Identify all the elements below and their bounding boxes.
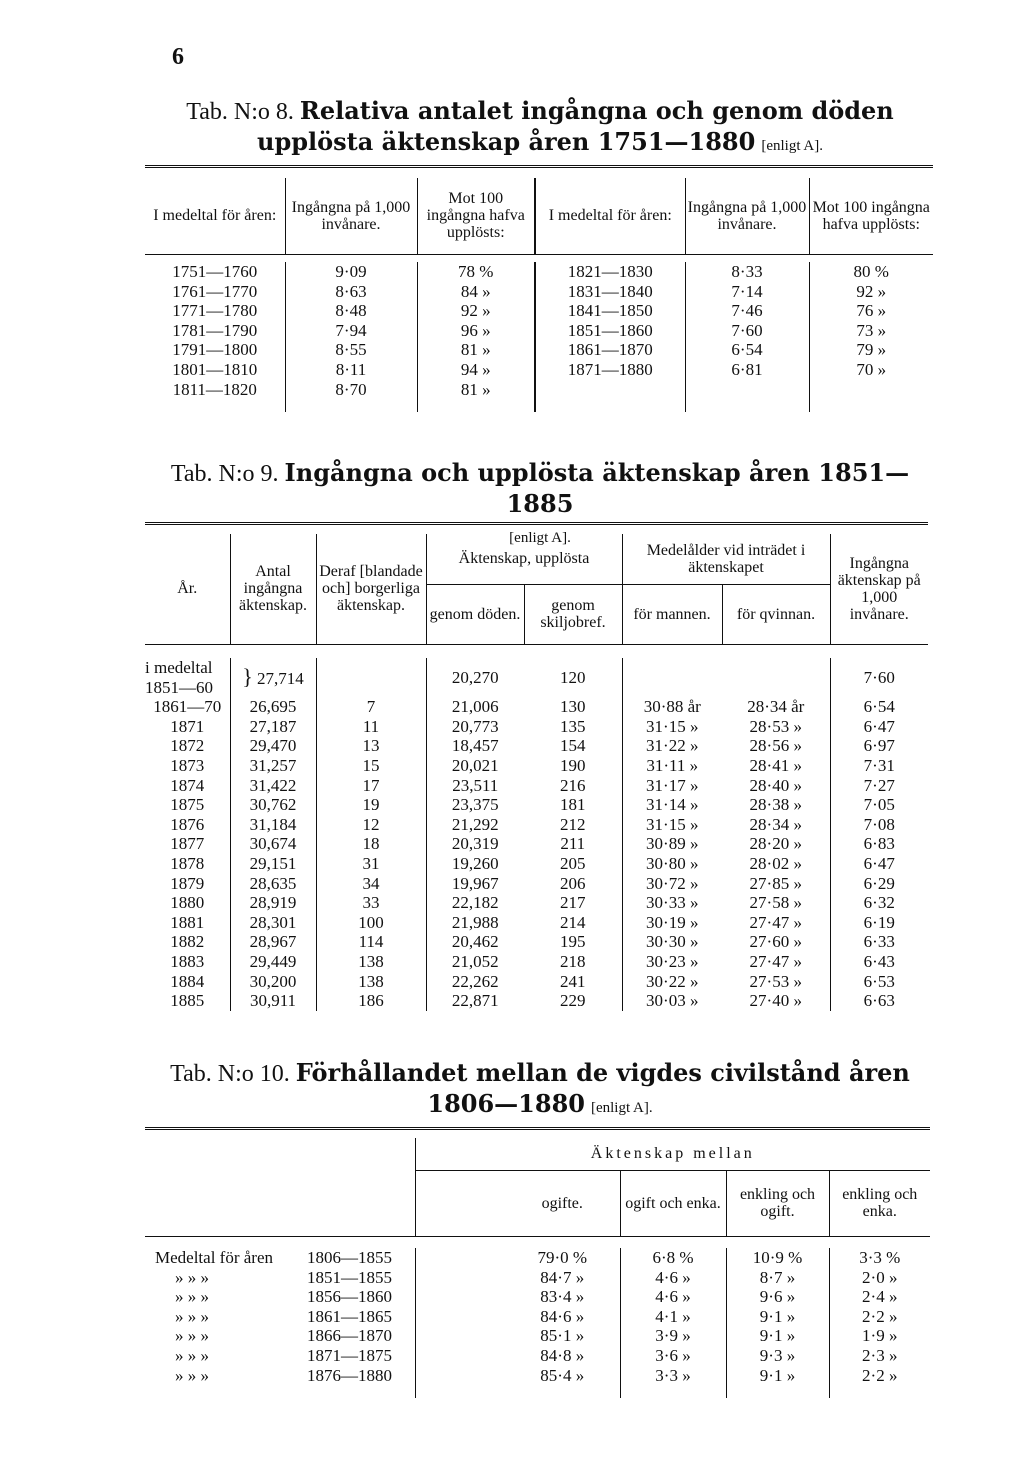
tab8-right-married	[685, 262, 809, 412]
tab9-rate-cell: 6·33	[863, 932, 895, 952]
tab9-divorce-cell: 211	[560, 834, 586, 854]
tab9-rate-cell: 6·54	[863, 697, 895, 717]
tab9-death-cell: 20,773	[451, 716, 499, 736]
tab9-year-cell: 1872	[170, 736, 205, 756]
tab9-table	[145, 534, 928, 1011]
tab9-married-cell: 28,919	[249, 893, 297, 913]
tab9-year-cell: 1880	[170, 893, 205, 913]
tab10-widower-widow-cell: 1·9 »	[862, 1326, 898, 1346]
tab10-widower-unmarried-cell: 9·6 »	[759, 1287, 796, 1307]
tab10-row-label	[155, 1268, 415, 1288]
tab9-divorce-cell: 214	[560, 912, 586, 932]
tab9-year-cell: 1861—70	[153, 697, 222, 717]
tab8-right-periods	[535, 262, 685, 412]
tab8-right-dissolved	[809, 262, 933, 412]
tab9-death-cell: 19,260	[451, 853, 499, 873]
tab9-col-year	[145, 697, 230, 1011]
tab9-header-civil: Deraf [blandade och] borgerliga äktenskap.	[316, 534, 426, 644]
tab9-body	[145, 697, 928, 1011]
tab8-title	[150, 96, 930, 161]
tab8-title-line2: upplösta äktenskap åren 1751—1880	[257, 127, 756, 156]
tab10-widower-unmarried-cell: 9·3 »	[759, 1345, 796, 1365]
tab8-period-cell: 1751—1760	[172, 262, 258, 281]
tab10-table	[145, 1138, 930, 1398]
tab9-avg-label	[145, 658, 230, 697]
tab10-row-prefix: » » »	[175, 1345, 209, 1365]
tab9-death-cell: 23,375	[451, 795, 499, 815]
tab8-married-cell: 6·54	[731, 340, 763, 360]
tab8-header-period: I medeltal för åren:	[153, 207, 277, 225]
tab9-men-cell: 30·88 år	[643, 697, 701, 717]
tab10-widower-unmarried-cell: 9·1 »	[759, 1306, 796, 1326]
tab10-unmarried-widow-cell: 3·9 »	[655, 1326, 691, 1346]
tab10-header-widower-widow: enkling och enka.	[829, 1170, 930, 1236]
tab10-row-prefix: » » »	[175, 1267, 209, 1287]
tab8-dissolved-cell: 81 »	[460, 340, 491, 360]
tab9-divorce-cell: 206	[560, 873, 586, 893]
page-number: 6	[172, 44, 184, 70]
tab9-avg-row	[145, 658, 928, 697]
tab8-period-cell: 1771—1780	[172, 301, 258, 321]
tab8-married-cell: 7·46	[731, 301, 763, 321]
tab9-death-cell: 22,871	[451, 991, 499, 1011]
tab10-row-period: 1806—1855	[307, 1248, 392, 1267]
tab10-header-unmarried: ogifte.	[541, 1194, 583, 1212]
tab9-rate-cell: 7·05	[863, 795, 895, 815]
tab9-death-cell: 19,967	[451, 873, 499, 893]
tab8-dissolved-cell: 96 »	[460, 320, 491, 340]
tab9-civil-cell: 15	[362, 755, 380, 775]
tab9-death-cell: 21,988	[451, 912, 499, 932]
tab8-header-dissolved: Mot 100 ingångna hafva upplösts:	[417, 178, 535, 254]
tab10-col-widower-widow	[829, 1248, 930, 1398]
tab9-top-rule	[145, 522, 928, 525]
tab9-rate-cell: 6·29	[863, 873, 895, 893]
tab10-row-period: 1851—1855	[307, 1267, 392, 1287]
tab10-title	[150, 1058, 930, 1123]
tab9-year-cell: 1881	[170, 912, 205, 932]
tab8-table	[145, 178, 933, 412]
tab9-civil-cell: 7	[366, 697, 376, 717]
tab9-col-rate	[830, 697, 928, 1011]
tab9-avg-civil	[316, 658, 426, 697]
tab9-women-cell: 27·53 »	[749, 971, 802, 991]
tab9-divorce-cell: 229	[560, 991, 586, 1011]
tab9-men-cell: 30·03 »	[646, 991, 699, 1011]
tab10-header-row-1	[145, 1138, 930, 1170]
tab10-widower-widow-cell: 2·2 »	[862, 1365, 898, 1385]
tab10-col-widower-unmarried	[726, 1248, 829, 1398]
tab10-widower-widow-cell: 2·3 »	[862, 1345, 898, 1365]
tab9-rate-cell: 7·27	[863, 775, 895, 795]
tab10-widower-widow-cell: 3·3 %	[859, 1248, 901, 1267]
tab10-note: [enligt A].	[590, 1100, 653, 1116]
tab8-dissolved-cell: 70 »	[856, 359, 887, 379]
tab9-civil-cell: 17	[362, 775, 380, 795]
tab9-rate-cell: 6·83	[863, 834, 895, 854]
tab9-divorce-cell: 154	[560, 736, 586, 756]
tab9-avg-label-2: 1851—60	[145, 677, 213, 697]
tab9-divorce-cell: 135	[560, 716, 586, 736]
tab9-avg-women	[722, 658, 830, 697]
tab10-row-period: 1866—1870	[307, 1326, 392, 1346]
tab9-col-death	[426, 697, 524, 1011]
tab9-men-cell: 30·72 »	[646, 873, 699, 893]
tab10-row-label	[155, 1248, 415, 1268]
tab8-dissolved-cell: 81 »	[460, 379, 491, 399]
tab8-dissolved-cell: 92 »	[460, 301, 491, 321]
tab8-married-cell: 8·11	[335, 359, 367, 379]
tab8-married-cell: 8·70	[335, 379, 367, 399]
tab9-avg-married: } 27,714	[242, 663, 304, 689]
tab9-col-women	[722, 697, 830, 1011]
tab9-civil-cell: 138	[358, 951, 384, 971]
tab10-row-period: 1856—1860	[307, 1287, 392, 1307]
tab9-married-cell: 29,470	[249, 736, 297, 756]
tab10-unmarried-cell: 84·6 »	[540, 1306, 585, 1326]
tab10-col-label	[145, 1248, 415, 1398]
tab9-civil-cell: 11	[362, 716, 380, 736]
tab9-year-cell: 1883	[170, 951, 205, 971]
tab8-dissolved-cell: 92 »	[856, 281, 887, 301]
tab8-period-cell: 1831—1840	[567, 281, 653, 301]
tab9-death-cell: 22,262	[451, 971, 499, 991]
tab9-avg-rate: 7·60	[830, 658, 928, 697]
tab9-civil-cell: 100	[358, 912, 384, 932]
tab9-women-cell: 27·58 »	[749, 893, 802, 913]
tab9-rate-cell: 6·32	[863, 893, 895, 913]
tab9-rate-cell: 6·63	[863, 991, 895, 1011]
tab9-women-cell: 27·85 »	[749, 873, 802, 893]
tab8-period-cell: 1841—1850	[567, 301, 653, 321]
tab9-note: [enligt A].	[509, 530, 571, 546]
tab9-women-cell: 28·56 »	[749, 736, 802, 756]
tab9-men-cell: 31·14 »	[646, 795, 699, 815]
tab9-married-cell: 29,151	[249, 853, 297, 873]
tab10-header-unmarried-widow: ogift och enka.	[620, 1170, 726, 1236]
tab9-year-cell: 1882	[170, 932, 205, 952]
tab9-women-cell: 28·38 »	[749, 795, 802, 815]
tab10-row-period: 1861—1865	[307, 1306, 392, 1326]
tab8-married-cell: 8·63	[335, 281, 367, 301]
tab10-row-label	[155, 1346, 415, 1366]
tab10-unmarried-cell: 85·4 »	[540, 1365, 585, 1385]
tab9-death-cell: 22,182	[451, 893, 499, 913]
tab8-married-cell: 6·81	[731, 359, 763, 379]
tab9-death-cell: 20,021	[451, 755, 499, 775]
tab8-header-married-2: Ingångna på 1,000 invånare.	[685, 178, 809, 254]
tab9-year-cell: 1878	[170, 853, 205, 873]
tab9-year-cell: 1877	[170, 834, 205, 854]
tab8-married-cell: 9·09	[335, 262, 367, 281]
tab10-unmarried-cell: 85·1 »	[540, 1326, 585, 1346]
tab9-rate-cell: 6·43	[863, 951, 895, 971]
tab9-women-cell: 28·20 »	[749, 834, 802, 854]
tab8-header-row	[145, 178, 933, 254]
tab9-year-cell: 1875	[170, 795, 205, 815]
tab9-women-cell: 28·53 »	[749, 716, 802, 736]
tab8-title-line1: Relativa antalet ingångna och genom döden	[299, 96, 894, 125]
tab10-row-prefix: » » »	[175, 1365, 209, 1385]
tab8-married-cell: 8·33	[731, 262, 763, 281]
tab10-widower-unmarried-cell: 10·9 %	[752, 1248, 803, 1267]
tab10-unmarried-widow-cell: 6·8 %	[652, 1248, 694, 1267]
tab9-civil-cell: 33	[362, 893, 380, 913]
tab8-dissolved-cell: 78 %	[458, 262, 494, 281]
tab9-men-cell: 30·23 »	[646, 951, 699, 971]
tab8-dissolved-cell: 94 »	[460, 359, 491, 379]
tab8-period-cell: 1871—1880	[567, 359, 653, 379]
tab10-row-prefix: » » »	[175, 1306, 209, 1326]
tab9-death-cell: 21,292	[451, 814, 499, 834]
tab9-women-cell: 27·60 »	[749, 932, 802, 952]
tab8-dissolved-cell: 80 %	[853, 262, 889, 281]
tab8-header-dissolved-2: Mot 100 ingångna hafva upplösts:	[809, 178, 933, 254]
tab9-men-cell: 31·11 »	[646, 755, 699, 775]
tab8-period-cell: 1821—1830	[567, 262, 653, 281]
tab9-col-married	[230, 697, 316, 1011]
tab9-women-cell: 28·34 år	[747, 697, 805, 717]
tab10-row-prefix: » » »	[175, 1287, 209, 1307]
tab9-married-cell: 31,184	[249, 814, 297, 834]
tab10-top-rule	[145, 1127, 930, 1130]
tab9-women-cell: 28·40 »	[749, 775, 802, 795]
tab8-top-rule	[145, 165, 933, 168]
tab9-year-cell: 1876	[170, 814, 205, 834]
tab9-men-cell: 31·22 »	[646, 736, 699, 756]
tab9-men-cell: 30·33 »	[646, 893, 699, 913]
tab8-period-cell: 1851—1860	[567, 320, 653, 340]
tab9-civil-cell: 13	[362, 736, 380, 756]
tab9-civil-cell: 31	[362, 853, 380, 873]
tab9-divorce-cell: 241	[560, 971, 586, 991]
tab9-men-cell: 30·30 »	[646, 932, 699, 952]
tab9-married-cell: 27,187	[249, 716, 297, 736]
tab10-unmarried-widow-cell: 3·3 »	[655, 1365, 691, 1385]
tab9-men-cell: 30·80 »	[646, 853, 699, 873]
tab10-unmarried-cell: 83·4 »	[540, 1287, 585, 1307]
tab8-period-cell: 1791—1800	[172, 340, 258, 360]
tab8-dissolved-cell: 73 »	[856, 320, 887, 340]
tab8-body	[145, 262, 933, 412]
tab9-married-cell: 31,257	[249, 755, 297, 775]
tab9-women-cell: 27·47 »	[749, 912, 802, 932]
tab8-note: [enligt A].	[761, 138, 823, 154]
tab10-unmarried-widow-cell: 4·1 »	[655, 1306, 691, 1326]
tab9-avg-death: 20,270	[426, 658, 524, 697]
tab9-rate-cell: 6·47	[863, 853, 895, 873]
tab9-year-cell: 1873	[170, 755, 205, 775]
tab9-married-cell: 30,200	[249, 971, 297, 991]
tab9-year-cell: 1885	[170, 991, 205, 1011]
tab10-unmarried-cell: 79·0 %	[537, 1248, 588, 1267]
tab9-men-cell: 30·89 »	[646, 834, 699, 854]
tab8-married-cell: 7·14	[731, 281, 763, 301]
tab10-row-period: 1876—1880	[307, 1365, 392, 1385]
tab9-women-cell: 28·41 »	[749, 755, 802, 775]
tab9-men-cell: 30·22 »	[646, 971, 699, 991]
tab8-dissolved-cell: 79 »	[856, 340, 887, 360]
tab9-year-cell: 1871	[170, 716, 205, 736]
tab9-married-cell: 28,635	[249, 873, 297, 893]
tab8-period-cell: 1811—1820	[172, 379, 257, 399]
tab10-row-prefix: » » »	[175, 1326, 209, 1346]
tab9-avg-men	[622, 658, 722, 697]
tab9-header-age: Medelålder vid inträdet i äktenskapet	[622, 534, 830, 584]
tab9-divorce-cell: 217	[560, 893, 586, 913]
tab10-row-label	[155, 1307, 415, 1327]
tab10-widower-widow-cell: 2·2 »	[862, 1306, 898, 1326]
tab9-header-dissolved: Äktenskap, upplösta	[426, 534, 622, 584]
tab9-rate-cell: 7·31	[863, 755, 895, 775]
tab10-unmarried-cell: 84·7 »	[540, 1267, 585, 1287]
tab9-rate-cell: 6·47	[863, 716, 895, 736]
tab9-married-cell: 29,449	[249, 951, 297, 971]
tab10-row-label	[155, 1366, 415, 1386]
tab8-period-cell: 1761—1770	[172, 281, 258, 301]
tab10-title-line1: Förhållandet mellan de vigdes civilstånd åren	[295, 1058, 910, 1087]
tab9-married-cell: 28,301	[249, 912, 297, 932]
tab8-married-cell: 8·55	[335, 340, 367, 360]
tab8-left-periods	[145, 262, 285, 412]
tab9-death-cell: 23,511	[452, 775, 499, 795]
tab9-divorce-cell: 195	[560, 932, 586, 952]
tab9-men-cell: 31·15 »	[646, 814, 699, 834]
tab10-widower-widow-cell: 2·0 »	[862, 1267, 898, 1287]
tab9-married-cell: 30,674	[249, 834, 297, 854]
tab8-period-cell: 1801—1810	[172, 359, 258, 379]
tab9-civil-cell: 114	[358, 932, 384, 952]
tab10-row-period: 1871—1875	[307, 1345, 392, 1365]
tab8-married-cell: 7·94	[335, 320, 367, 340]
tab9-death-cell: 20,462	[451, 932, 499, 952]
tab9-header-by-divorce: genom skiljobref.	[524, 584, 622, 644]
tab9-divorce-cell: 190	[560, 755, 586, 775]
tab9-col-civil	[316, 697, 426, 1011]
tab9-death-cell: 20,319	[451, 834, 499, 854]
tab10-row-prefix: Medeltal för åren	[155, 1248, 273, 1267]
tab9-divorce-cell: 181	[560, 795, 586, 815]
tab9-death-cell: 18,457	[451, 736, 499, 756]
tab8-dissolved-cell: 76 »	[856, 301, 887, 321]
tab9-death-cell: 21,006	[451, 697, 499, 717]
tab8-left-married	[285, 262, 417, 412]
tab8-period-cell: 1781—1790	[172, 320, 258, 340]
tab10-widower-unmarried-cell: 8·7 »	[759, 1267, 796, 1287]
tab9-col-men	[622, 697, 722, 1011]
tab8-period-cell: 1861—1870	[567, 340, 653, 360]
tab9-men-cell: 31·17 »	[646, 775, 699, 795]
tab9-civil-cell: 18	[362, 834, 380, 854]
tab9-divorce-cell: 218	[560, 951, 586, 971]
tab9-women-cell: 27·40 »	[749, 991, 802, 1011]
tab9-women-cell: 27·47 »	[749, 951, 802, 971]
tab9-women-cell: 28·34 »	[749, 814, 802, 834]
tab9-men-cell: 30·19 »	[646, 912, 699, 932]
tab8-dissolved-cell: 84 »	[460, 281, 491, 301]
tab10-header-widower-unmarried: enkling och ogift.	[726, 1170, 829, 1236]
tab9-married-cell: 26,695	[249, 697, 297, 717]
tab9-married-cell: 28,967	[249, 932, 297, 952]
tab9-divorce-cell: 212	[560, 814, 586, 834]
tab9-year-cell: 1874	[170, 775, 205, 795]
tab10-header-group: Äktenskap mellan	[415, 1138, 930, 1170]
tab9-women-cell: 28·02 »	[749, 853, 802, 873]
tab9-header-row-1	[145, 534, 928, 584]
tab9-married-cell: 30,911	[249, 991, 297, 1011]
tab9-death-cell: 21,052	[451, 951, 499, 971]
tab9-divorce-cell: 216	[560, 775, 586, 795]
tab9-avg-label-1: i medeltal	[145, 658, 213, 677]
tab9-header-age-women: för qvinnan.	[722, 584, 830, 644]
tab9-married-cell: 31,422	[249, 775, 297, 795]
tab9-civil-cell: 138	[358, 971, 384, 991]
tab9-year-cell: 1879	[170, 873, 205, 893]
tab10-widower-unmarried-cell: 9·1 »	[759, 1326, 796, 1346]
tab9-civil-cell: 186	[358, 991, 384, 1011]
tab9-men-cell: 31·15 »	[646, 716, 699, 736]
tab9-divorce-cell: 130	[560, 697, 586, 717]
tab8-left-dissolved	[417, 262, 535, 412]
tab9-civil-cell: 34	[362, 873, 380, 893]
tab10-label: Tab. N:o 10.	[170, 1061, 290, 1087]
tab9-married-cell: 30,762	[249, 795, 297, 815]
tab8-header-period-2: I medeltal för åren:	[535, 178, 685, 254]
tab10-row-label	[155, 1287, 415, 1307]
tab9-rate-cell: 6·53	[863, 971, 895, 991]
tab8-married-cell: 7·60	[731, 320, 763, 340]
tab9-header-married: Antal ingångna äktenskap.	[230, 534, 316, 644]
tab10-col-unmarried-widow	[620, 1248, 726, 1398]
tab9-avg-married-value: 27,714	[257, 668, 304, 688]
tab9-header-year: År.	[177, 580, 198, 598]
tab9-rate-cell: 6·19	[863, 912, 895, 932]
tab8-label: Tab. N:o 8.	[186, 99, 294, 125]
tab9-avg-divorce: 120	[560, 667, 586, 687]
tab10-widower-unmarried-cell: 9·1 »	[759, 1365, 796, 1385]
tab10-col-unmarried	[505, 1248, 620, 1398]
tab10-unmarried-widow-cell: 3·6 »	[655, 1345, 691, 1365]
tab10-unmarried-widow-cell: 4·6 »	[655, 1267, 691, 1287]
tab10-body	[145, 1248, 930, 1398]
tab9-col-divorce	[524, 697, 622, 1011]
tab9-header-age-men: för mannen.	[622, 584, 722, 644]
tab8-header-married: Ingångna på 1,000 invånare.	[285, 178, 417, 254]
tab9-title-text: Ingångna och upplösta äktenskap åren 1851—1885	[284, 458, 910, 518]
tab10-widower-widow-cell: 2·4 »	[862, 1287, 898, 1307]
tab9-year-cell: 1884	[170, 971, 205, 991]
tab10-row-label	[155, 1326, 415, 1346]
tab9-divorce-cell: 205	[560, 853, 586, 873]
tab9-rate-cell: 7·08	[863, 814, 895, 834]
tab9-civil-cell: 12	[362, 814, 380, 834]
tab9-header-rate: Ingångna äktenskap på 1,000 invånare.	[830, 534, 928, 644]
tab10-title-line2: 1806—1880	[427, 1089, 585, 1118]
tab9-header-by-death: genom döden.	[426, 584, 524, 644]
tab8-married-cell: 8·48	[335, 301, 367, 321]
tab9-label: Tab. N:o 9.	[170, 461, 279, 487]
tab9-civil-cell: 19	[362, 795, 380, 815]
tab10-unmarried-widow-cell: 4·6 »	[655, 1287, 691, 1307]
tab9-rate-cell: 6·97	[863, 736, 895, 756]
tab10-unmarried-cell: 84·8 »	[540, 1345, 585, 1365]
